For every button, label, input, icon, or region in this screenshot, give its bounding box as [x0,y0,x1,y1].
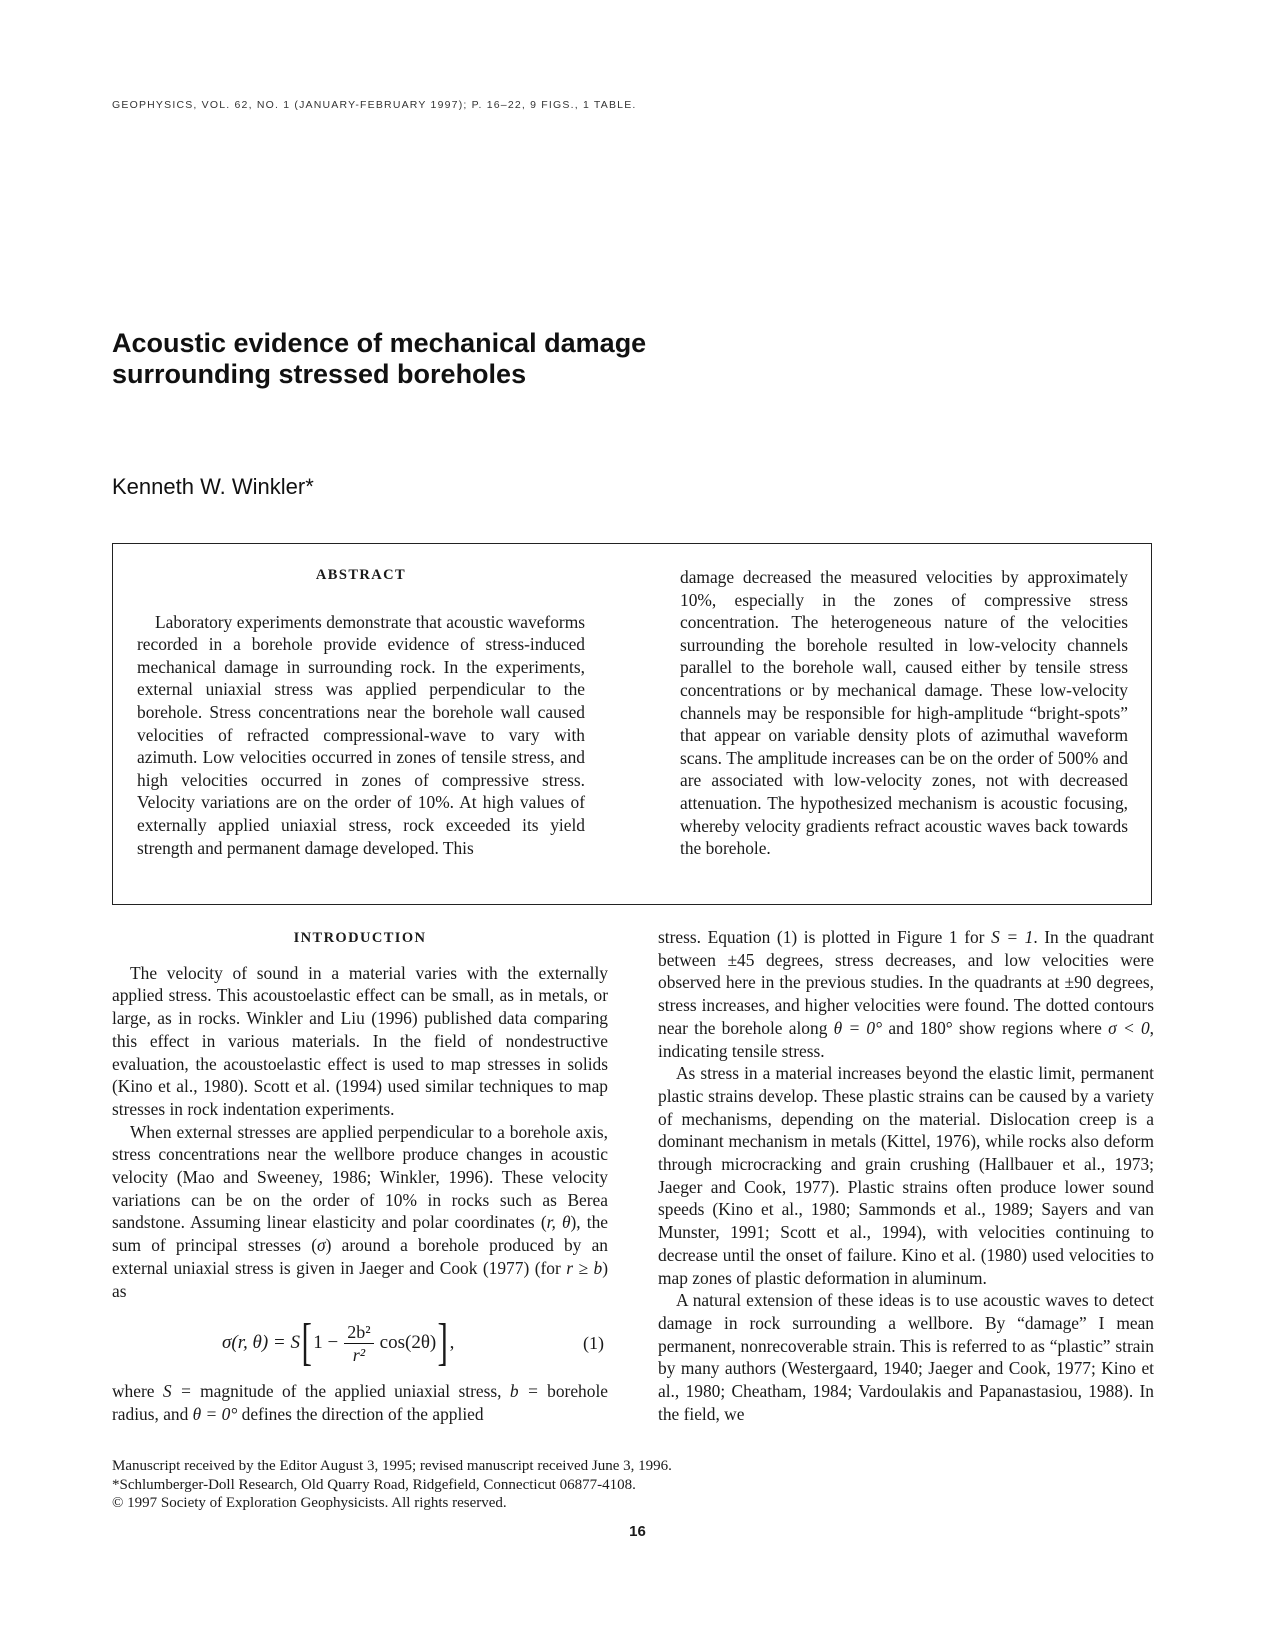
equation-one-minus: 1 − [313,1331,339,1353]
equation-number: (1) [583,1333,604,1354]
equation-denominator: r² [352,1344,366,1365]
abstract-left-column [137,564,585,859]
intro-p2-text-c: ) around a borehole produced by an external uniaxial stress is given in Jaeger and Cook (1977) (for [112,1235,608,1278]
intro-p2-text-d: ) as [112,1257,609,1301]
math-sigma: σ [317,1235,326,1256]
equation-trailing-comma: , [449,1331,455,1353]
equation-left-bracket: [ [301,1314,312,1372]
math-theta-0: θ = 0° [833,1017,883,1038]
abstract-text-part-2: damage decreased the measured velocities by approximately 10%, especially in the zones of compressive stress concentration. The heterogeneous nature of the velocities surrounding the borehole resulted in low-velocity channels parallel to the borehole wall, caused either by tensile stress concentrations or by mechanical damage. These low-velocity channels may be responsible for high-amplitude “bright-spots” that appear on variable density plots of azimuthal waveform scans. The amplitude increases can be on the order of 500% and are associated with low-velocity zones, not with decreased attenuation. The hypothesized mechanism is acoustic focusing, whereby velocity gradients refract acoustic waves back towards the borehole. [680,567,1128,859]
equation-body [222,1314,454,1372]
body-left-column [112,927,608,1426]
abstract-right-column [680,566,1128,860]
abstract-text-part-1: Laboratory experiments demonstrate that acoustic waveforms recorded in a borehole provide evidence of stress-induced mechanical damage in surrounding rock. In the experiments, external uniaxial stress was applied perpendicular to the borehole. Stress concentrations near the borehole wall caused velocities of refracted compressional-wave to vary with azimuth. Low velocities occurred in zones of tensile stress, and high velocities occurred in zones of compressive stress. Velocity variations are on the order of 10%. At high values of externally applied uniaxial stress, rock exceeded its yield strength and permanent damage developed. This [137,611,585,858]
footnote-affiliation: *Schlumberger-Doll Research, Old Quarry Road, Ridgefield, Connecticut 06877-4108. [112,1476,636,1493]
math-S-eq: S = [162,1381,192,1402]
math-r-ge-b: r ≥ b [566,1257,603,1278]
math-sigma-lt-0: σ < 0 [1108,1017,1150,1038]
author-name: Kenneth W. Winkler* [112,474,314,499]
right-paragraph-2: As stress in a material increases beyond the elastic limit, permanent plastic strains develop. These plastic strains can be caused by a variety of mechanisms, depending on the material. Dislocation creep is a dominant mechanism in metals (Kittel, 1976), while rocks also deform through microcracking and grain crushing (Hallbauer et al., 1973; Jaeger and Cook, 1977). Plastic strains often produce lower sound speeds (Kino et al., 1980; Sammonds et al., 1989; Sayers and van Munster, 1991; Scott et al., 1994), with velocities continuing to decrease until the onset of failure. Kino et al. (1980) used velocities to map zones of plastic deformation in aluminum. [658,1063,1154,1288]
intro-p3-text-d: defines the direction of the applied [237,1403,484,1424]
math-r-theta: r, θ [546,1212,571,1233]
intro-p3-text-b: magnitude of the applied uniaxial stress, [191,1381,510,1402]
equation-fraction [344,1322,373,1365]
right-p1-text-b: . In the quadrant between ±45 degrees, stress decreases, and low velocities were observed here in the previous studies. In the quadrants at ±90 degrees, stress increases, and higher velocities were found. The dotted contours near the borehole along [658,927,1154,1038]
intro-p2-text-a: When external stresses are applied perpendicular to a borehole axis, stress concentrations near the wellbore produce changes in acoustic velocity (Mao and Sweeney, 1986; Winkler, 1996). These velocity variations can be on the order of 10% in rocks such as Berea sandstone. Assuming linear elasticity and polar coordinates ( [112,1121,608,1233]
footnote-received: Manuscript received by the Editor August 3, 1995; revised manuscript received June 3, 1996. [112,1458,672,1474]
abstract-box [112,543,1152,905]
article-title [112,328,812,390]
right-paragraph-1 [658,926,1154,1062]
equation-numerator: 2b² [344,1322,373,1344]
math-b-eq: b = [509,1381,539,1402]
intro-p2-text-b: ), the sum of principal stresses ( [112,1212,609,1256]
running-head: GEOPHYSICS, VOL. 62, NO. 1 (JANUARY-FEBRUARY 1997); P. 16–22, 9 FIGS., 1 TABLE. [112,99,637,111]
intro-p3-text-c: borehole radius, and [112,1381,608,1424]
body-right-column [658,926,1154,1425]
right-p1-text-d: , indicating tensile stress. [658,1017,1155,1061]
right-paragraph-3: A natural extension of these ideas is to use acoustic waves to detect damage in rock surrounding a wellbore. By “damage” I mean permanent, nonrecoverable strain. This is referred to as “plastic” strain by many authors (Westergaard, 1940; Jaeger and Cook, 1977; Kino et al., 1980; Cheatham, 1984; Vardoulakis and Papanastasiou, 1988). In the field, we [658,1290,1154,1424]
math-S-eq-1: S = 1 [991,927,1034,947]
page-number: 16 [629,1523,646,1540]
equation-cos-term: cos(2θ) [379,1331,437,1353]
abstract-heading: ABSTRACT [315,567,407,583]
title-line-1: Acoustic evidence of mechanical damage [112,328,647,358]
introduction-heading: INTRODUCTION [293,930,427,946]
footnotes [112,1457,1012,1513]
math-theta-eq: θ = 0° [192,1403,238,1424]
intro-p3-text-a: where [112,1381,163,1402]
intro-paragraph-3 [112,1380,608,1425]
footnote-copyright: © 1997 Society of Exploration Geophysicists. All rights reserved. [112,1495,507,1511]
right-p1-text-a: stress. Equation (1) is plotted in Figure 1 for [658,927,992,947]
intro-paragraph-2 [112,1121,608,1303]
equation-1 [112,1308,608,1376]
title-line-2: surrounding stressed boreholes [112,359,527,389]
right-p1-text-c: and 180° show regions where [882,1017,1109,1038]
equation-lhs: σ(r, θ) = S [222,1331,300,1353]
equation-right-bracket: ] [437,1314,449,1372]
intro-paragraph-1: The velocity of sound in a material varies with the externally applied stress. This acoustoelastic effect can be small, as in metals, or large, as in rocks. Winkler and Liu (1996) published data comparing this effect in various materials. In the field of nondestructive evaluation, the acoustoelastic effect is used to map stresses in solids (Kino et al., 1980). Scott et al. (1994) used similar techniques to map stresses in rock indentation experiments. [112,962,608,1119]
